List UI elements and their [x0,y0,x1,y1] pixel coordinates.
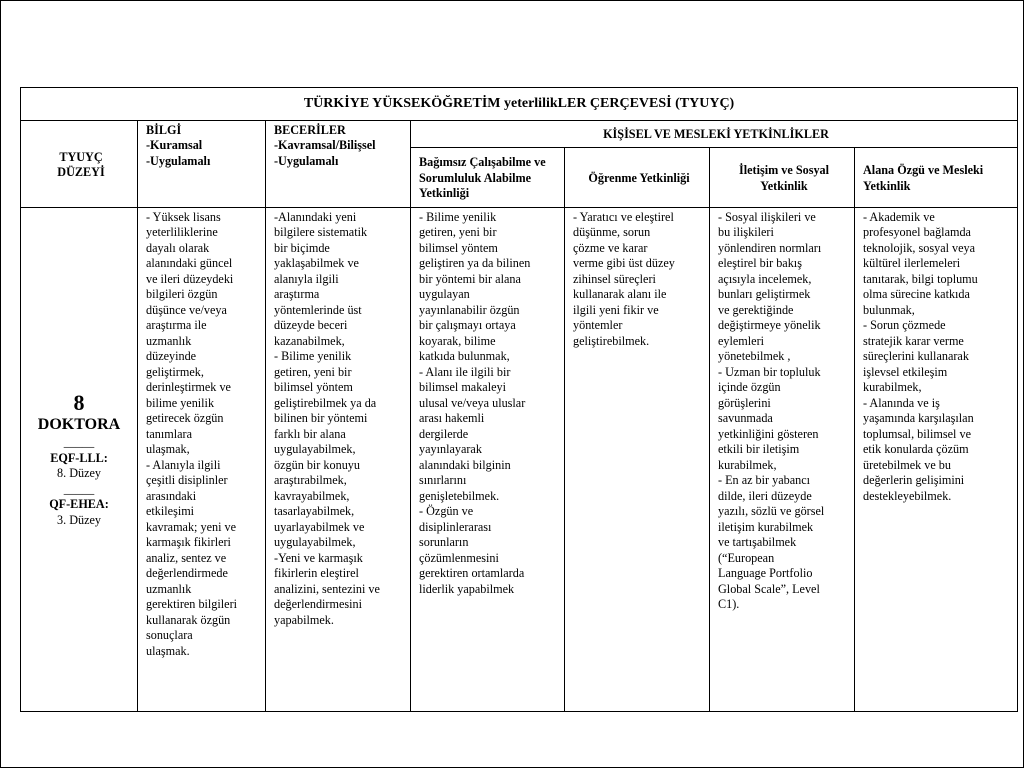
eqf-value: 8. Düzey [57,466,101,481]
header-iletisim: İletişim ve Sosyal Yetkinlik [710,148,855,208]
qf-label: QF-EHEA: [49,497,109,512]
level-number: 8 [73,389,85,415]
eqf-label: EQF-LLL: [50,450,108,465]
header-beceriler: BECERİLER -Kavramsal/Bilişsel -Uygulamalı [266,121,411,208]
header-kisisel-group: KİŞİSEL VE MESLEKİ YETKİNLİKLER [411,121,1018,148]
tyuyc-table [20,87,1018,712]
level-separator-2: _____ [63,481,95,496]
cell-bilgi: - Yüksek lisans yeterliliklerine dayalı olarak alanındaki güncel ve ileri düzeydeki bilgileri özgün düşünce ve/veya araştırma ile uzmanlık düzeyinde geliştirmek, derinleştirmek ve bilime yenilik getirecek özgün tanımlara ulaşmak, - Alanıyla ilgili çeşitli disiplinler arasındaki etkileşimi kavramak; yeni ve karmaşık fikirleri analiz, sentez ve değerlendirmede uzmanlık gerektiren bilgileri kullanarak özgün sonuçlara ulaşmak. [138,208,266,712]
level-cell [21,208,138,712]
table-title: TÜRKİYE YÜKSEKÖĞRETİM yeterlilikLER ÇERÇEVESİ (TYUYÇ) [21,88,1018,121]
cell-alana: - Akademik ve profesyonel bağlamda teknolojik, sosyal veya kültürel ilerlemeleri tanıtarak, bilgi toplumu olma sürecine katkıda bulunmak, - Sorun çözmede stratejik karar verme süreçlerini kullanarak işlevsel etkileşim kurabilmek, - Alanında ve iş yaşamında karşılaşılan toplumsal, bilimsel ve etik konularda çözüm üretebilmek ve bu değerlerin gelişimini destekleyebilmek. [855,208,1018,712]
header-ogrenme: Öğrenme Yetkinliği [565,148,710,208]
qf-value: 3. Düzey [57,512,101,527]
header-bagimsiz: Bağımsız Çalışabilme ve Sorumluluk Alabilme Yetkinliği [411,148,565,208]
cell-ogrenme: - Yaratıcı ve eleştirel düşünme, sorun çözme ve karar verme gibi üst düzey zihinsel süreçleri kullanarak alanı ile ilgili yeni fikir ve yöntemler geliştirebilmek. [565,208,710,712]
header-bilgi: BİLGİ -Kuramsal -Uygulamalı [138,121,266,208]
level-name: DOKTORA [37,415,121,433]
cell-beceriler: -Alanındaki yeni bilgilere sistematik bir biçimde yaklaşabilmek ve alanıyla ilgili araştırma yöntemlerinde üst düzeyde beceri kazanabilmek, - Bilime yenilik getiren, yeni bir bilimsel yöntem geliştirebilmek ya da bilinen bir yöntemi farklı bir alana uygulayabilmek, özgün bir konuyu araştırabilmek, kavrayabilmek, tasarlayabilmek, uyarlayabilmek ve uygulayabilmek, -Yeni ve karmaşık fikirlerin eleştirel analizini, sentezini ve değerlendirmesini yapabilmek. [266,208,411,712]
level-separator-1: _____ [63,435,95,450]
cell-iletisim: - Sosyal ilişkileri ve bu ilişkileri yönlendiren normları eleştirel bir bakış açısıyla incelemek, bunları geliştirmek ve gerektiğinde değiştirmeye yönelik eylemleri yönetebilmek , - Uzman bir topluluk içinde özgün görüşlerini savunmada yetkinliğini gösteren etkili bir iletişim kurabilmek, - En az bir yabancı dilde, ileri düzeyde yazılı, sözlü ve görsel iletişim kurabilmek ve tartışabilmek (“European Language Portfolio Global Scale”, Level C1). [710,208,855,712]
cell-bagimsiz: - Bilime yenilik getiren, yeni bir bilimsel yöntem geliştiren ya da bilinen bir yöntemi bir alana uygulayan yayınlanabilir özgün bir çalışmayı ortaya koyarak, bilime katkıda bulunmak, - Alanı ile ilgili bir bilimsel makaleyi ulusal ve/veya uluslar arası hakemli dergilerde yayınlayarak alanındaki bilginin sınırlarını genişletebilmek. - Özgün ve disiplinlerarası sorunların çözümlenmesini gerektiren ortamlarda liderlik yapabilmek [411,208,565,712]
header-alana: Alana Özgü ve Mesleki Yetkinlik [855,148,1018,208]
header-level-column: TYUYÇ DÜZEYİ [21,121,138,208]
